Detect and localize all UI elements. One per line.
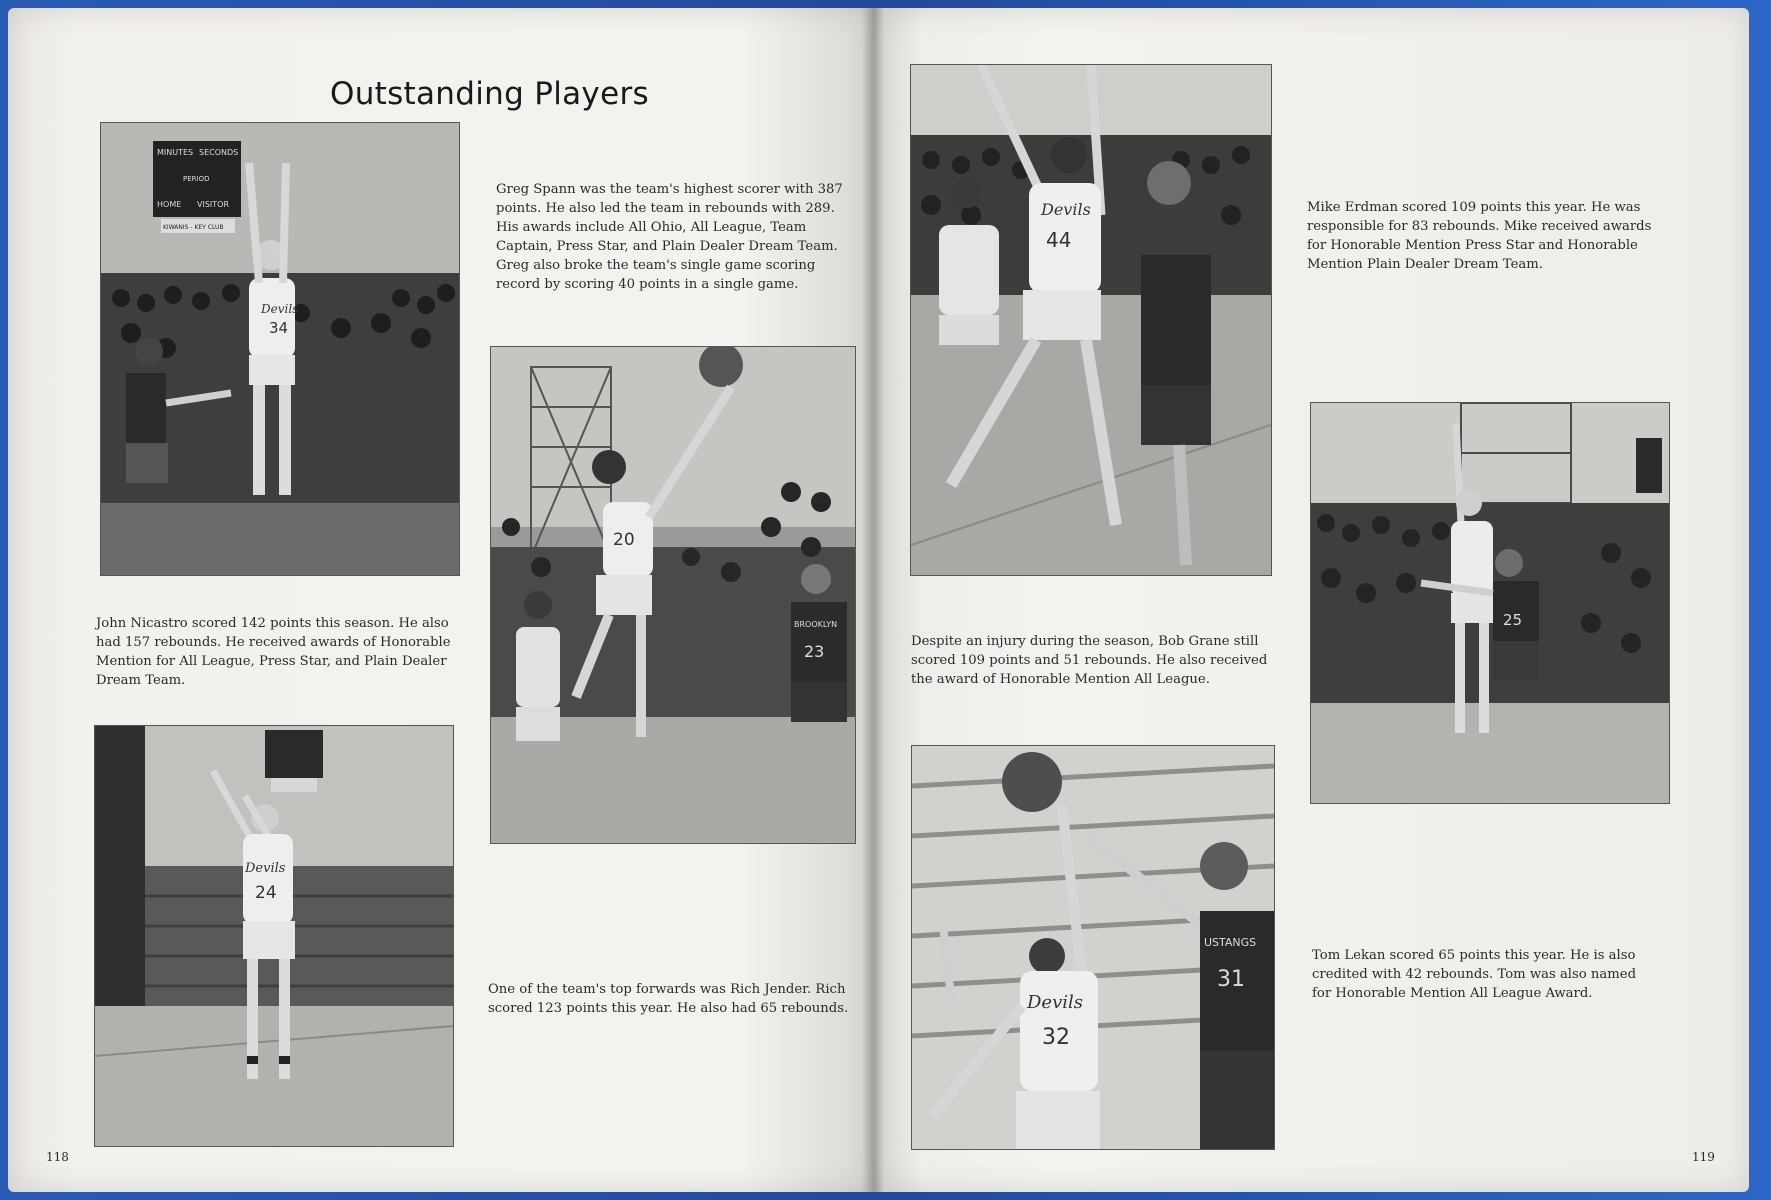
scoreboard-period-label: PERIOD — [183, 175, 210, 183]
jersey-number-34: 34 — [269, 319, 289, 337]
caption-tom-lekan: Tom Lekan scored 65 points this year. He is also credited with 42 rebounds. Tom was also named for Honorable Mention All League Award. — [1312, 948, 1637, 1001]
photo-john-nicastro-freethrow — [94, 725, 454, 1147]
jersey-number-24: 24 — [255, 883, 277, 903]
jersey-number-44: 44 — [1046, 228, 1072, 252]
jersey-devils-text: Devils — [1027, 992, 1084, 1013]
jersey-number-20: 20 — [613, 530, 635, 550]
scoreboard-home-label: HOME — [157, 200, 182, 209]
scoreboard-minutes-label: MINUTES — [157, 148, 194, 157]
jersey-number-31: 31 — [1217, 967, 1245, 992]
jersey-mustangs-text: USTANGS — [1204, 936, 1257, 949]
photo-greg-spann-jumpshot — [100, 122, 460, 576]
scoreboard-visitor-label: VISITOR — [197, 200, 230, 209]
jersey-number-32: 32 — [1042, 1025, 1070, 1050]
caption-greg-spann: Greg Spann was the team's highest scorer with 387 points. He also led the team in rebounds with 289. His awards include All Ohio, All League, Team Captain, Press Star, and Plain Dealer Dream Team. Greg also broke the team's single game scoring record by scoring 40 points in a single game. — [496, 182, 843, 292]
jersey-number-25: 25 — [1503, 611, 1523, 629]
jersey-brooklyn-text: BROOKLYN — [794, 620, 838, 629]
caption-rich-jender: One of the team's top forwards was Rich Jender. Rich scored 123 points this year. He also had 65 rebounds. — [488, 982, 849, 1016]
caption-john-nicastro: John Nicastro scored 142 points this season. He also had 157 rebounds. He received awards of Honorable Mention for All League, Press Star, and Plain Dealer Dream Team. — [96, 616, 451, 688]
scoreboard-sponsor-label: KIWANIS - KEY CLUB — [163, 224, 224, 231]
jersey-number-23: 23 — [804, 642, 825, 661]
photo-mike-erdman — [1310, 402, 1670, 804]
caption-mike-erdman: Mike Erdman scored 109 points this year. He was responsible for 83 rebounds. Mike received awards for Honorable Mention Press Star and Honorable Mention Plain Dealer Dream Team. — [1307, 200, 1652, 272]
jersey-devils-text: Devils — [245, 861, 286, 876]
photo-bob-grane-jump — [910, 64, 1272, 576]
scoreboard-seconds-label: SECONDS — [199, 148, 239, 157]
page-number-left: 118 — [46, 1150, 69, 1164]
book-gutter — [862, 8, 884, 1192]
jersey-devils-text: Devils — [261, 302, 299, 316]
photo-rich-jender-layup — [490, 346, 856, 844]
caption-bob-grane: Despite an injury during the season, Bob Grane still scored 109 points and 51 rebounds. He also received the award of Honorable Mention All League. — [911, 634, 1268, 687]
photo-tom-lekan-rebound — [911, 745, 1275, 1150]
page-title: Outstanding Players — [330, 76, 649, 112]
jersey-devils-text: Devils — [1041, 200, 1091, 219]
page-number-right: 119 — [1692, 1150, 1715, 1164]
